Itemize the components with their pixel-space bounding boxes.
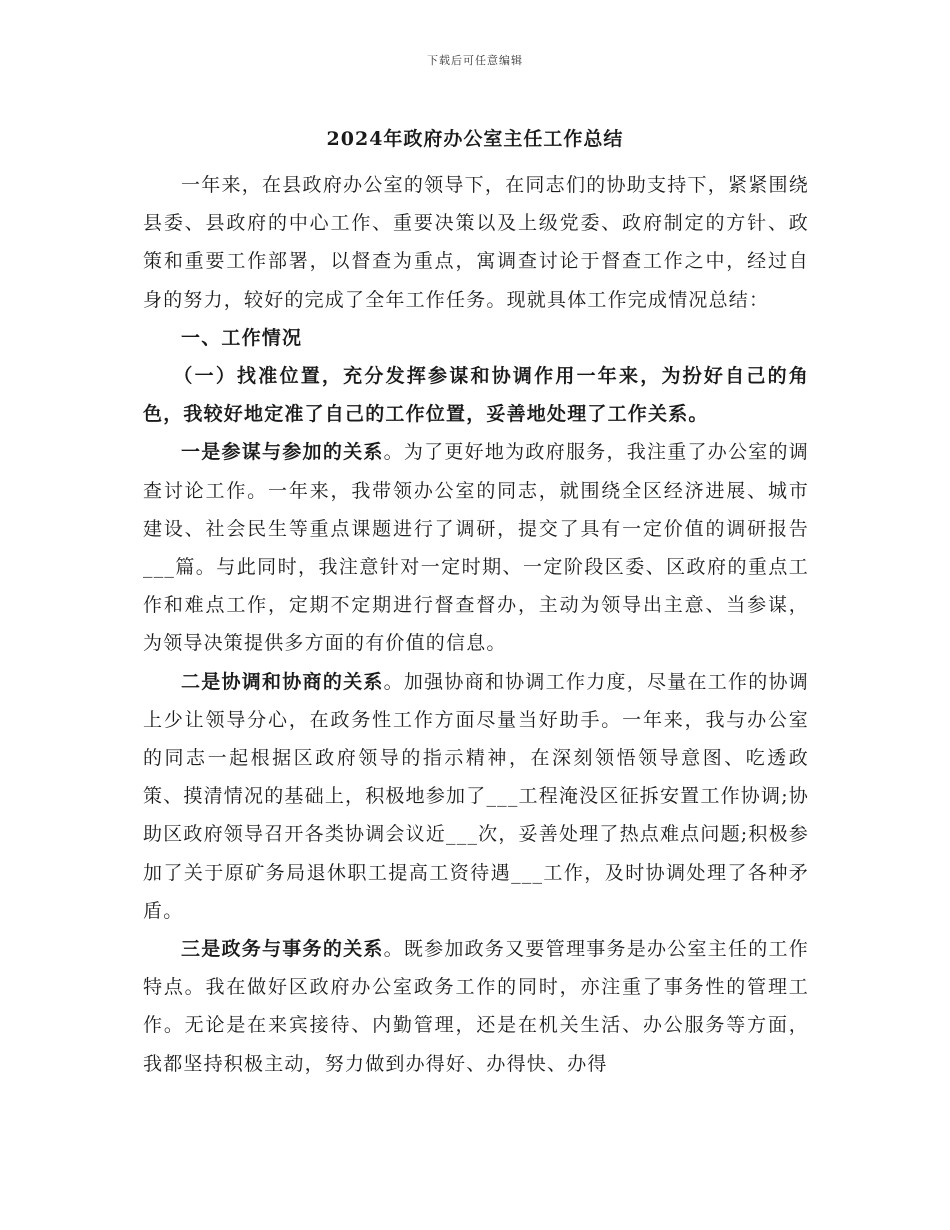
intro-paragraph: 一年来，在县政府办公室的领导下，在同志们的协助支持下，紧紧围绕县委、县政府的中心工作、重要决策以及上级党委、政府制定的方针、政策和重要工作部署，以督查为重点，寓调查讨论于督查工作之中，经过自身的努力，较好的完成了全年工作任务。现就具体工作完成情况总结： (143, 174, 809, 311)
paragraph-1 (143, 433, 809, 662)
paragraph-2-text: 。加强协商和协调工作力度，尽量在工作的协调上少让领导分心，在政务性工作方面尽量当好助手。一年来，我与办公室的同志一起根据区政府领导的指示精神，在深刻领悟领导意图、吃透政策、摸清情况的基础上，积极地参加了___工程淹没区征拆安置工作协调;协助区政府领导召开各类协调会议近___次，妥善处理了热点难点问题;积极参加了关于原矿务局退休职工提高工资待遇___工作，及时协调处理了各种矛盾。 (143, 670, 809, 922)
subsection-heading: （一）找准位置，充分发挥参谋和协调作用一年来，为扮好自己的角色，我较好地定准了自己的工作位置，妥善地处理了工作关系。 (143, 365, 809, 426)
document-title: 2024年政府办公室主任工作总结 (326, 128, 624, 150)
paragraph-3 (143, 930, 809, 1083)
paragraph-3-lead: 三是政务与事务的关系 (181, 938, 384, 961)
paragraph-3-text: 。既参加政务又要管理事务是办公室主任的工作特点。我在做好区政府办公室政务工作的同时，亦注重了事务性的管理工作。无论是在来宾接待、内勤管理，还是在机关生活、办公服务等方面，我都坚持积极主动，努力做到办得好、办得快、办得 (143, 938, 809, 1075)
header-note: 下载后可任意编辑 (427, 54, 523, 67)
paragraph-2-lead: 二是协调和协商的关系 (181, 670, 384, 693)
paragraph-1-lead: 一是参谋与参加的关系 (181, 441, 384, 464)
paragraph-2 (143, 663, 809, 930)
section-heading: 一、工作情况 (181, 326, 303, 349)
paragraph-1-text: 。为了更好地为政府服务，我注重了办公室的调查讨论工作。一年来，我带领办公室的同志，就围绕全区经济进展、城市建设、社会民生等重点课题进行了调研，提交了具有一定价值的调研报告___篇。与此同时，我注意针对一定时期、一定阶段区委、区政府的重点工作和难点工作，定期不定期进行督查督办，主动为领导出主意、当参谋，为领导决策提供多方面的有价值的信息。 (143, 441, 809, 655)
document-body (143, 166, 809, 1083)
